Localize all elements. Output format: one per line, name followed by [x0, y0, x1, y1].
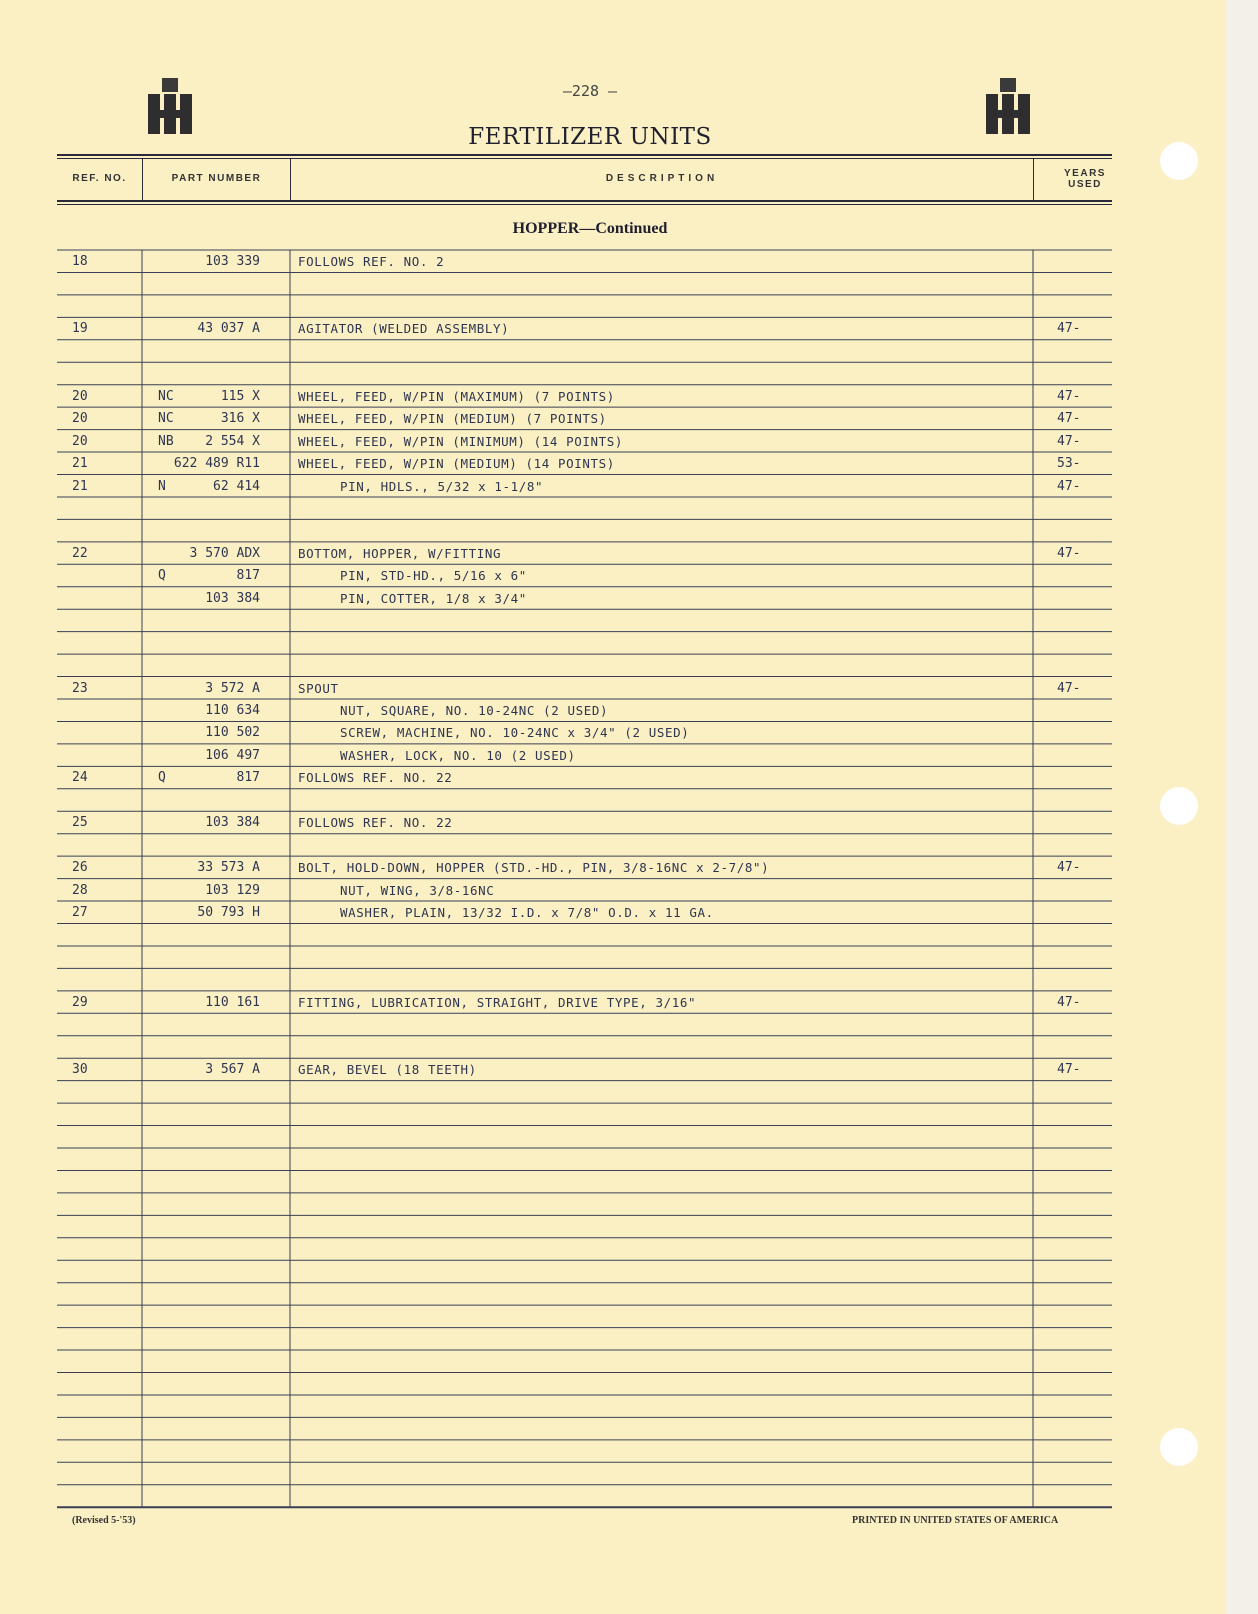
years-used: 47-	[1057, 478, 1081, 494]
ref-number: 23	[72, 680, 88, 696]
part-description: WHEEL, FEED, W/PIN (MAXIMUM) (7 POINTS)	[298, 388, 615, 404]
part-number: 3 567 A	[205, 1062, 260, 1078]
column-header-years: YEARS USED	[1064, 168, 1106, 190]
part-description: BOTTOM, HOPPER, W/FITTING	[298, 545, 502, 561]
part-prefix: NC	[158, 388, 174, 404]
ref-number: 30	[72, 1062, 88, 1078]
part-description: NUT, SQUARE, NO. 10-24NC (2 USED)	[340, 703, 609, 718]
part-number: 817	[236, 568, 260, 584]
years-used: 47-	[1057, 680, 1081, 696]
years-used: 47-	[1057, 388, 1081, 404]
years-used: 47-	[1057, 545, 1081, 561]
part-number: 103 384	[205, 815, 260, 831]
section-title: HOPPER—Continued	[512, 220, 668, 237]
part-number: 43 037 A	[197, 321, 260, 337]
part-number: 2 554 X	[205, 433, 260, 449]
ref-number: 27	[72, 905, 88, 921]
part-description: PIN, STD-HD., 5/16 x 6"	[340, 568, 527, 584]
part-number: 3 572 A	[205, 680, 260, 696]
part-number: 115 X	[220, 388, 260, 404]
ref-number: 20	[72, 388, 88, 404]
part-description: WASHER, LOCK, NO. 10 (2 USED)	[340, 747, 576, 763]
ref-number: 26	[72, 860, 88, 876]
part-number: 110 502	[205, 725, 260, 741]
part-description: WHEEL, FEED, W/PIN (MINIMUM) (14 POINTS)	[298, 433, 624, 449]
part-number: 62 414	[213, 478, 260, 494]
part-number: 110 634	[205, 703, 260, 718]
part-number: 33 573 A	[197, 860, 260, 876]
printed-note: PRINTED IN UNITED STATES OF AMERICA	[852, 1515, 1059, 1526]
ref-number: 18	[72, 254, 88, 269]
part-number: 110 161	[205, 994, 260, 1010]
part-prefix: NB	[158, 433, 174, 449]
years-used: 47-	[1057, 994, 1081, 1010]
part-prefix: Q	[158, 568, 166, 584]
part-description: WHEEL, FEED, W/PIN (MEDIUM) (14 POINTS)	[298, 456, 615, 472]
part-number: 50 793 H	[197, 905, 260, 921]
part-description: NUT, WING, 3/8-16NC	[340, 882, 495, 898]
years-used: 47-	[1057, 411, 1081, 427]
ref-number: 21	[72, 478, 88, 494]
page-title: FERTILIZER UNITS	[468, 124, 712, 150]
ref-number: 22	[72, 545, 88, 561]
ref-number: 20	[72, 433, 88, 449]
revised-note: (Revised 5-'53)	[72, 1515, 136, 1526]
part-description: SCREW, MACHINE, NO. 10-24NC x 3/4" (2 USED)	[340, 725, 690, 741]
part-prefix: N	[158, 478, 166, 494]
years-used: 47-	[1057, 860, 1081, 876]
years-used: 47-	[1057, 1062, 1081, 1078]
part-description: PIN, COTTER, 1/8 x 3/4"	[340, 590, 527, 606]
part-description: SPOUT	[298, 680, 339, 696]
part-description: PIN, HDLS., 5/32 x 1-1/8"	[340, 478, 544, 494]
part-description: FOLLOWS REF. NO. 22	[298, 815, 453, 831]
column-header-description: DESCRIPTION	[605, 173, 719, 184]
part-number: 316 X	[220, 411, 260, 427]
years-used: 47-	[1057, 433, 1081, 449]
part-description: FITTING, LUBRICATION, STRAIGHT, DRIVE TYPE, 3/16"	[298, 994, 697, 1010]
years-used: 47-	[1057, 321, 1081, 337]
years-used: 53-	[1057, 456, 1081, 472]
part-number: 103 129	[205, 882, 260, 898]
part-number: 103 339	[205, 254, 260, 269]
ref-number: 21	[72, 456, 88, 472]
part-prefix: Q	[158, 770, 166, 786]
part-prefix: NC	[158, 411, 174, 427]
ref-number: 29	[72, 994, 88, 1010]
ref-number: 28	[72, 882, 88, 898]
part-description: WASHER, PLAIN, 13/32 I.D. x 7/8" O.D. x 11 GA.	[340, 905, 714, 921]
ref-number: 24	[72, 770, 88, 786]
page-number: —228 —	[562, 82, 618, 100]
part-description: WHEEL, FEED, W/PIN (MEDIUM) (7 POINTS)	[298, 411, 607, 427]
part-description: AGITATOR (WELDED ASSEMBLY)	[298, 321, 510, 337]
ref-number: 19	[72, 321, 88, 337]
part-description: GEAR, BEVEL (18 TEETH)	[298, 1062, 477, 1078]
ref-number: 25	[72, 815, 88, 831]
part-number: 106 497	[205, 747, 260, 763]
part-number: 817	[236, 770, 260, 786]
part-description: FOLLOWS REF. NO. 2	[298, 254, 445, 269]
part-number: 3 570 ADX	[189, 545, 260, 561]
column-header-part: PART NUMBER	[171, 173, 262, 184]
part-description: BOLT, HOLD-DOWN, HOPPER (STD.-HD., PIN, 3/8-16NC x 2-7/8")	[298, 860, 770, 876]
part-description: FOLLOWS REF. NO. 22	[298, 770, 453, 786]
ref-number: 20	[72, 411, 88, 427]
part-number: 103 384	[205, 590, 260, 606]
column-header-ref: REF. NO.	[72, 173, 127, 184]
part-number: 622 489 R11	[173, 456, 260, 472]
